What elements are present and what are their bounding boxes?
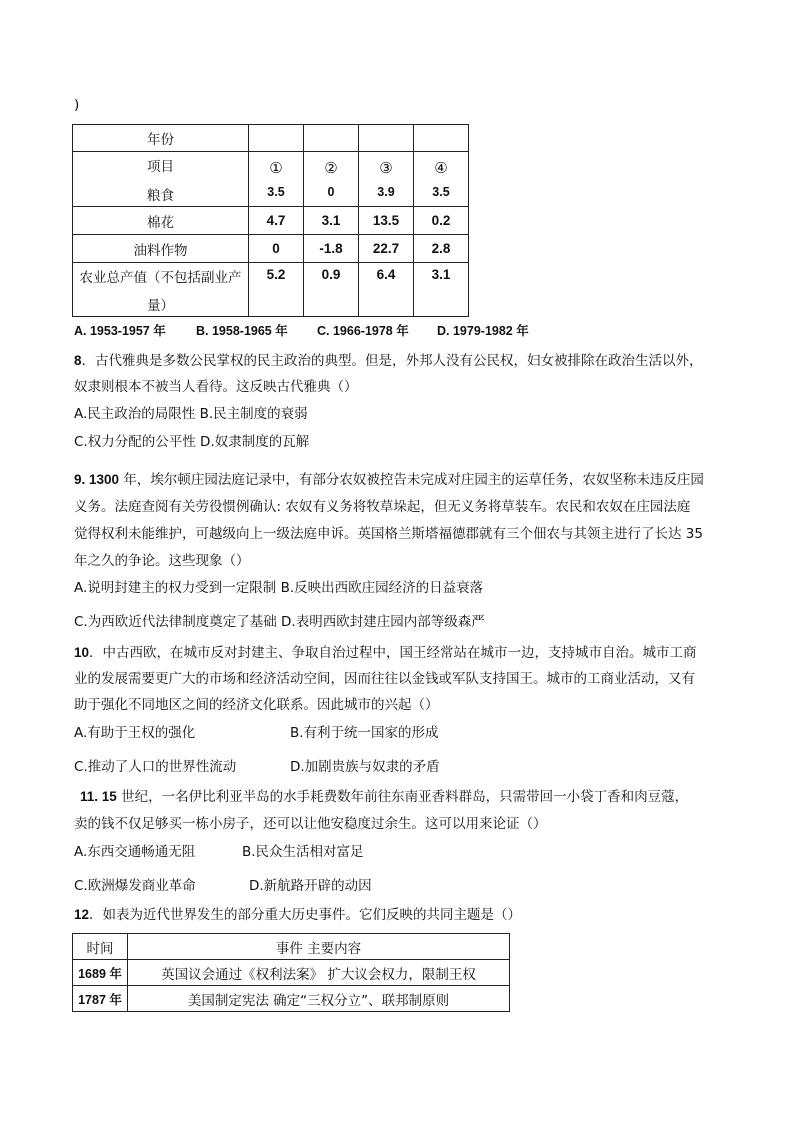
q7-option-a[interactable]: A. 1953-1957 年 <box>74 324 166 338</box>
q12-stem: 12．如表为近代世界发生的部分重大历史事件。它们反映的共同主题是（） <box>74 907 522 923</box>
q8-stem: 8．古代雅典是多数公民掌权的民主政治的典型。但是，外邦人没有公民权，妇女被排除在政治生活以外， <box>74 353 703 369</box>
q7-option-c[interactable]: C. 1966-1978 年 <box>317 324 409 338</box>
q10-option-a[interactable]: A.有助于王权的强化 <box>74 725 196 741</box>
table-header-event: 事件 主要内容 <box>128 934 510 960</box>
q8-options-cd[interactable]: C.权力分配的公平性 D.奴隶制度的瓦解 <box>74 434 310 450</box>
table-header-year: 年份 <box>73 125 249 152</box>
table-row-label: 油料作物 <box>73 235 249 263</box>
q9-stem-cont: 觉得权利未能维护，可越级向上一级法庭申诉。英国格兰斯塔福德郡就有三个佃农与其领主进行了长达 35 <box>74 526 703 542</box>
q11-option-a[interactable]: A.东西交通畅通无阻 <box>74 844 196 860</box>
q9-options-cd[interactable]: C.为西欧近代法律制度奠定了基础 D.表明西欧封建庄园内部等级森严 <box>74 614 485 630</box>
q9-options-ab[interactable]: A.说明封建主的权力受到一定限制 B.反映出西欧庄园经济的日益衰落 <box>74 580 484 596</box>
q11-option-b[interactable]: B.民众生活相对富足 <box>242 844 364 860</box>
q7-option-d[interactable]: D. 1979-1982 年 <box>437 324 529 338</box>
table-row-label: 农业总产值（不包括副业产 量） <box>73 263 249 317</box>
q9-stem: 9. 1300 年，埃尔顿庄园法庭记录中，有部分农奴被控告未完成对庄园主的运草任务，农奴坚称未违反庄园 <box>74 472 704 488</box>
agriculture-growth-table: 年份 项目 粮食 ① 3.5 ② 0 ③ 3.9 ④ 3.5 棉花 4.7 3.1 13.5 0.2 油料作物 0 -1.8 22.7 2.8 农业总产值（不包括副业产 量） 5.2 0.9 6.4 3.1 <box>72 124 469 317</box>
q9-stem-cont: 年之久的争论。这些现象（） <box>74 553 250 569</box>
prev-question-fragment: ) <box>74 97 80 113</box>
q11-stem: 11. 15 世纪，一名伊比利亚半岛的水手耗费数年前往东南亚香料群岛，只需带回一小袋丁香和肉豆蔻， <box>80 789 689 805</box>
q8-stem-cont: 奴隶则根本不被当人看待。这反映古代雅典（） <box>74 379 358 395</box>
q9-stem-cont: 义务。法庭查阅有关劳役惯例确认: 农奴有义务将牧草垛起，但无义务将草装车。农民和农奴在庄园法庭 <box>74 499 691 515</box>
q8-options-ab[interactable]: A.民主政治的局限性 B.民主制度的衰弱 <box>74 406 308 422</box>
q7-option-b[interactable]: B. 1958-1965 年 <box>196 324 288 338</box>
q11-option-d[interactable]: D.新航路开辟的动因 <box>249 878 372 894</box>
table-row-label: 棉花 <box>73 207 249 235</box>
q11-stem-cont: 卖的钱不仅足够买一栋小房子，还可以让他安稳度过余生。这可以用来论证（） <box>74 816 547 832</box>
history-events-table <box>72 933 510 1012</box>
table-cell-content: 英国议会通过《权利法案》 扩大议会权力，限制王权 <box>128 960 510 986</box>
q10-stem-cont: 助于强化不同地区之间的经济文化联系。因此城市的兴起（） <box>74 697 439 713</box>
table-cell-year: 1689 年 <box>73 960 128 986</box>
q10-stem-cont: 业的发展需要更广大的市场和经济活动空间，因而往往以金钱或军队支持国王。城市的工商业活动，又有 <box>74 671 695 687</box>
table-cell-year: 1787 年 <box>73 986 128 1012</box>
table-cell-content: 美国制定宪法 确定“三权分立”、联邦制原则 <box>128 986 510 1012</box>
q10-option-d[interactable]: D.加剧贵族与奴隶的矛盾 <box>290 759 440 775</box>
table-row-label: 项目 粮食 <box>73 152 249 207</box>
q10-option-c[interactable]: C.推动了人口的世界性流动 <box>74 759 237 775</box>
table-header-time: 时间 <box>73 934 128 960</box>
q10-option-b[interactable]: B.有利于统一国家的形成 <box>290 725 439 741</box>
q11-option-c[interactable]: C.欧洲爆发商业革命 <box>74 878 196 894</box>
q10-stem: 10．中古西欧，在城市反对封建主、争取自治过程中，国王经常站在城市一边，支持城市自治。城市工商 <box>74 645 697 661</box>
